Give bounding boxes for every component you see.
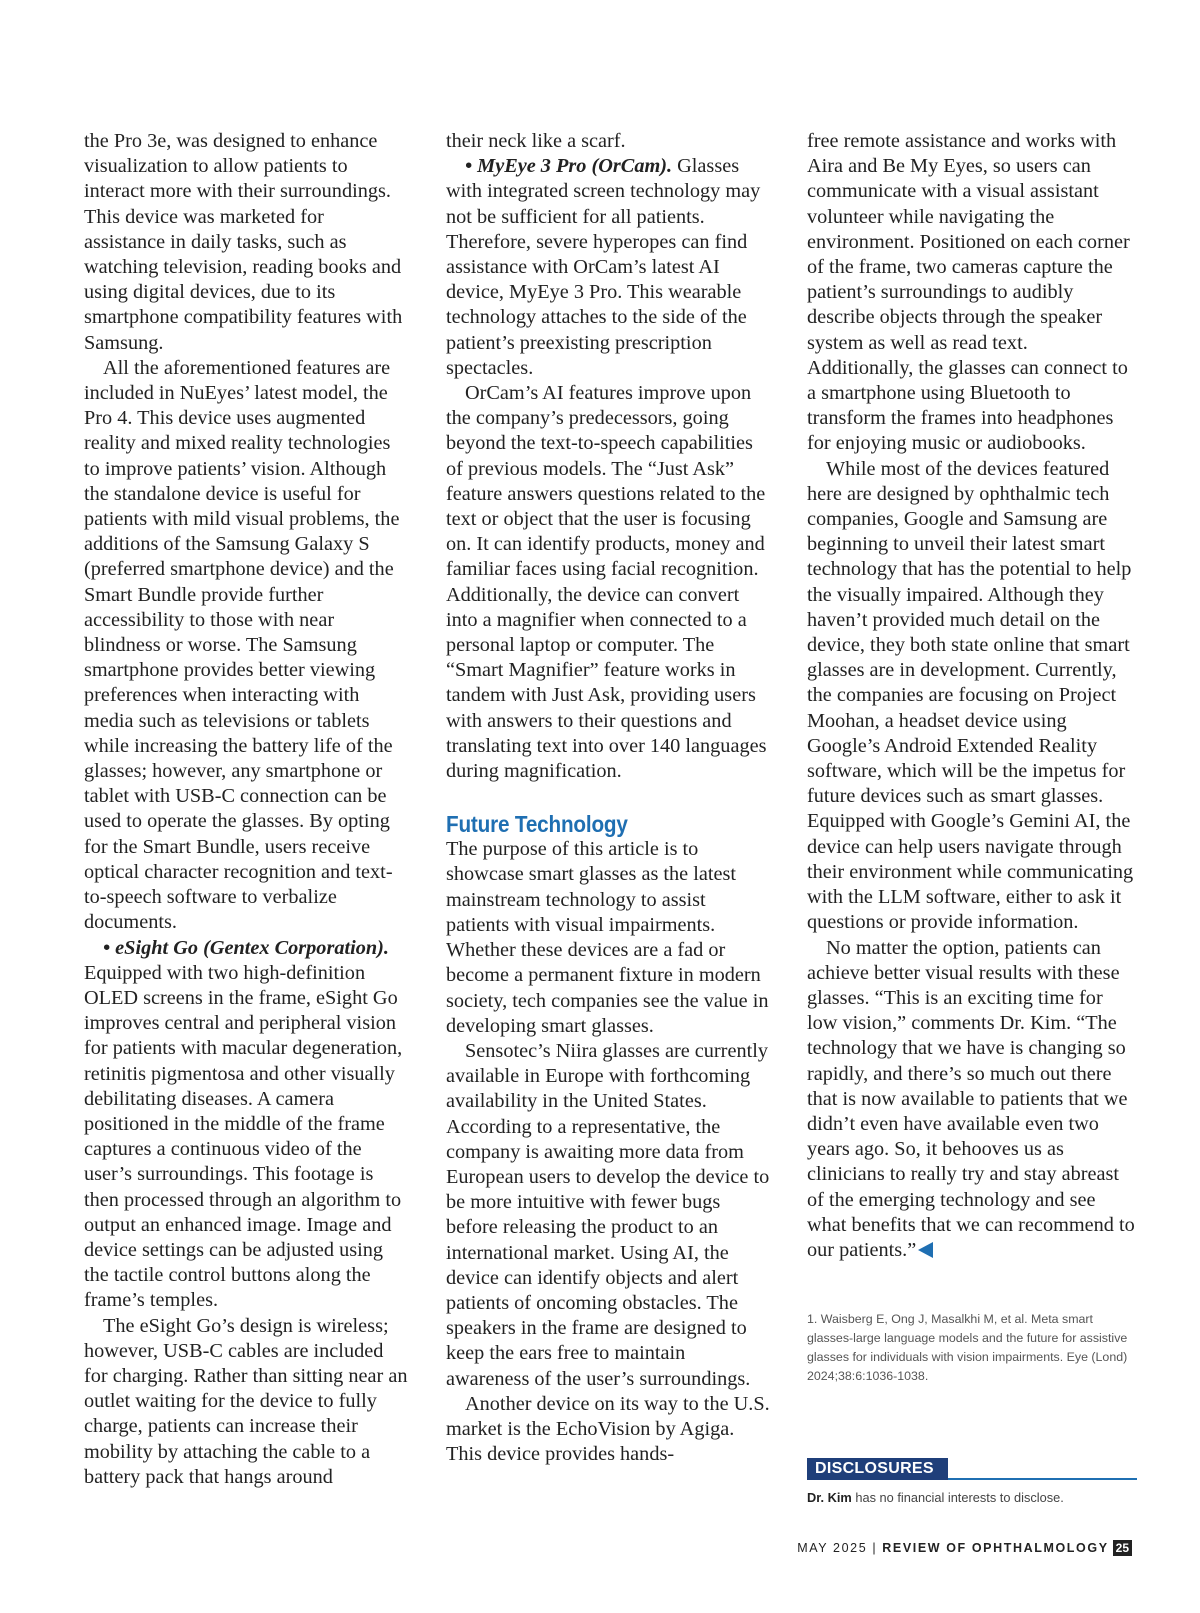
paragraph: The purpose of this article is to showcase smart glasses as the latest mainstream technology to assist patients with visual impairments. Whether these devices are a fad or become a permanent fixture in modern society, tech companies see the value in developing smart glasses. (446, 838, 769, 1037)
device-bullet-esight (84, 936, 409, 961)
page-footer (797, 1540, 1132, 1556)
disclosures-box (807, 1458, 1137, 1505)
closing-paragraph-text: No matter the option, patients can achieve better visual results with these glasses. “This is an exciting time for low vision,” comments Dr. Kim. “The technology that we have is changing so rapidly, and there’s so much out there that is now available to patients that we didn’t even have available even two years ago. So, it behooves us as clinicians to really try and stay abreast of the emerging technology and see what benefits that we can recommend to our patients.” (807, 936, 1135, 1261)
paragraph: All the aforementioned features are included in NuEyes’ latest model, the Pro 4. This device uses augmented reality and mixed reality technologies to improve patients’ vision. Although the standalone device is useful for patients with mild visual problems, the additions of the Samsung Galaxy S (preferred smartphone device) and the Smart Bundle provide further accessibility to those with near blindness or worse. The Samsung smartphone provides better viewing preferences when interacting with media such as televisions or tablets while increasing the battery life of the glasses; however, any smartphone or tablet with USB-C connection can be used to operate the glasses. By opting for the Smart Bundle, users receive optical character recognition and text-to-speech software to verbalize documents. (84, 356, 400, 934)
device-name: • MyEye 3 Pro (OrCam). (465, 155, 673, 178)
device-bullet-myeye (446, 154, 771, 381)
end-mark-triangle-icon (918, 1242, 933, 1258)
publication-name: REVIEW OF OPHTHALMOLOGY (882, 1541, 1109, 1555)
paragraph: OrCam’s AI features improve upon the company’s predecessors, going beyond the text-to-speech capabilities of previous models. The “Just Ask” feature answers questions related to the text or object that the user is focusing on. It can identify products, money and familiar faces using facial recognition. Additionally, the device can convert into a magnifier when connected to a personal laptop or computer. The “Smart Magnifier” feature works in tandem with Just Ask, providing users with answers to their questions and translating text into over 140 languages during magnification. (446, 382, 767, 783)
paragraph: free remote assistance and works with Aira and Be My Eyes, so users can communicate with a visual assistant volunteer while navigating the environment. Positioned on each corner of the frame, two cameras capture the patient’s surroundings to audibly describe objects through the speaker system as well as read text. Additionally, the glasses can connect to a smartphone using Bluetooth to transform the frames into headphones for enjoying music or audiobooks. (807, 130, 1130, 455)
paragraph: their neck like a scarf. (446, 130, 626, 152)
disclosures-text (807, 1490, 1137, 1505)
footer-separator: | (867, 1541, 883, 1555)
reference-note: 1. Waisberg E, Ong J, Masalkhi M, et al. Meta smart glasses-large language models and the future for assistive glasses for individuals with vision impairments. Eye (Lond) 2024;38:6:1036-1038. (807, 1312, 1128, 1383)
device-description: Glasses with integrated screen technology may not be sufficient for all patients. Therefore, severe hyperopes can find assistance with OrCam’s latest AI device, MyEye 3 Pro. This wearable technology attaches to the side of the patient’s preexisting prescription spectacles. (446, 155, 761, 379)
paragraph: Sensotec’s Niira glasses are currently available in Europe with forthcoming availability in the United States. According to a representative, the company is awaiting more data from European users to develop the device to be more intuitive with fewer bugs before releasing the product to an international market. Using AI, the device can identify objects and alert patients of oncoming obstacles. The speakers in the frame are designed to keep the ears free to maintain awareness of the user’s surroundings. (446, 1039, 770, 1390)
paragraph: Equipped with two high-definition OLED screens in the frame, eSight Go improves central and peripheral vision for patients with macular degeneration, retinitis pigmentosa and other visually debilitating diseases. A camera positioned in the middle of the frame captures a continuous video of the user’s surroundings. This footage is then processed through an algorithm to output an enhanced image. Image and device settings can be adjusted using the tactile control buttons along the frame’s temples. (84, 961, 403, 1312)
article-column-2 (446, 129, 771, 1467)
article-column-1 (84, 129, 409, 1490)
section-heading: Future Technology (446, 811, 628, 838)
page-number: 25 (1113, 1540, 1132, 1556)
paragraph (807, 936, 1137, 1264)
disclosures-header (807, 1458, 1137, 1482)
paragraph: Another device on its way to the U.S. market is the EchoVision by Agiga. This device provides hands- (446, 1392, 770, 1466)
device-name: • eSight Go (Gentex Corporation). (103, 936, 389, 959)
disclosure-statement: has no financial interests to disclose. (851, 1490, 1064, 1505)
paragraph: While most of the devices featured here are designed by ophthalmic tech companies, Google and Samsung are beginning to unveil their latest smart technology that has the potential to help the visually impaired. Although they haven’t provided much detail on the device, they both state online that smart glasses are in development. Currently, the companies are focusing on Project Moohan, a headset device using Google’s Android Extended Reality software, which will be the impetus for future devices such as smart glasses. Equipped with Google’s Gemini AI, the device can help users navigate through their environment while communicating with the LLM software, either to ask it questions or provide information. (807, 457, 1134, 934)
issue-date: MAY 2025 (797, 1541, 868, 1555)
paragraph: The eSight Go’s design is wireless; however, USB-C cables are included for charging. Rather than sitting near an outlet waiting for the device to fully charge, patients can increase their mobility by attaching the cable to a battery pack that hangs around (84, 1314, 408, 1488)
article-column-3 (807, 129, 1137, 1263)
disclosure-name: Dr. Kim (807, 1490, 852, 1505)
disclosures-label: DISCLOSURES (807, 1458, 948, 1480)
paragraph: the Pro 3e, was designed to enhance visualization to allow patients to interact more with their surroundings. This device was marketed for assistance in daily tasks, such as watching television, reading books and using digital devices, due to its smartphone compatibility features with Samsung. (84, 130, 403, 354)
